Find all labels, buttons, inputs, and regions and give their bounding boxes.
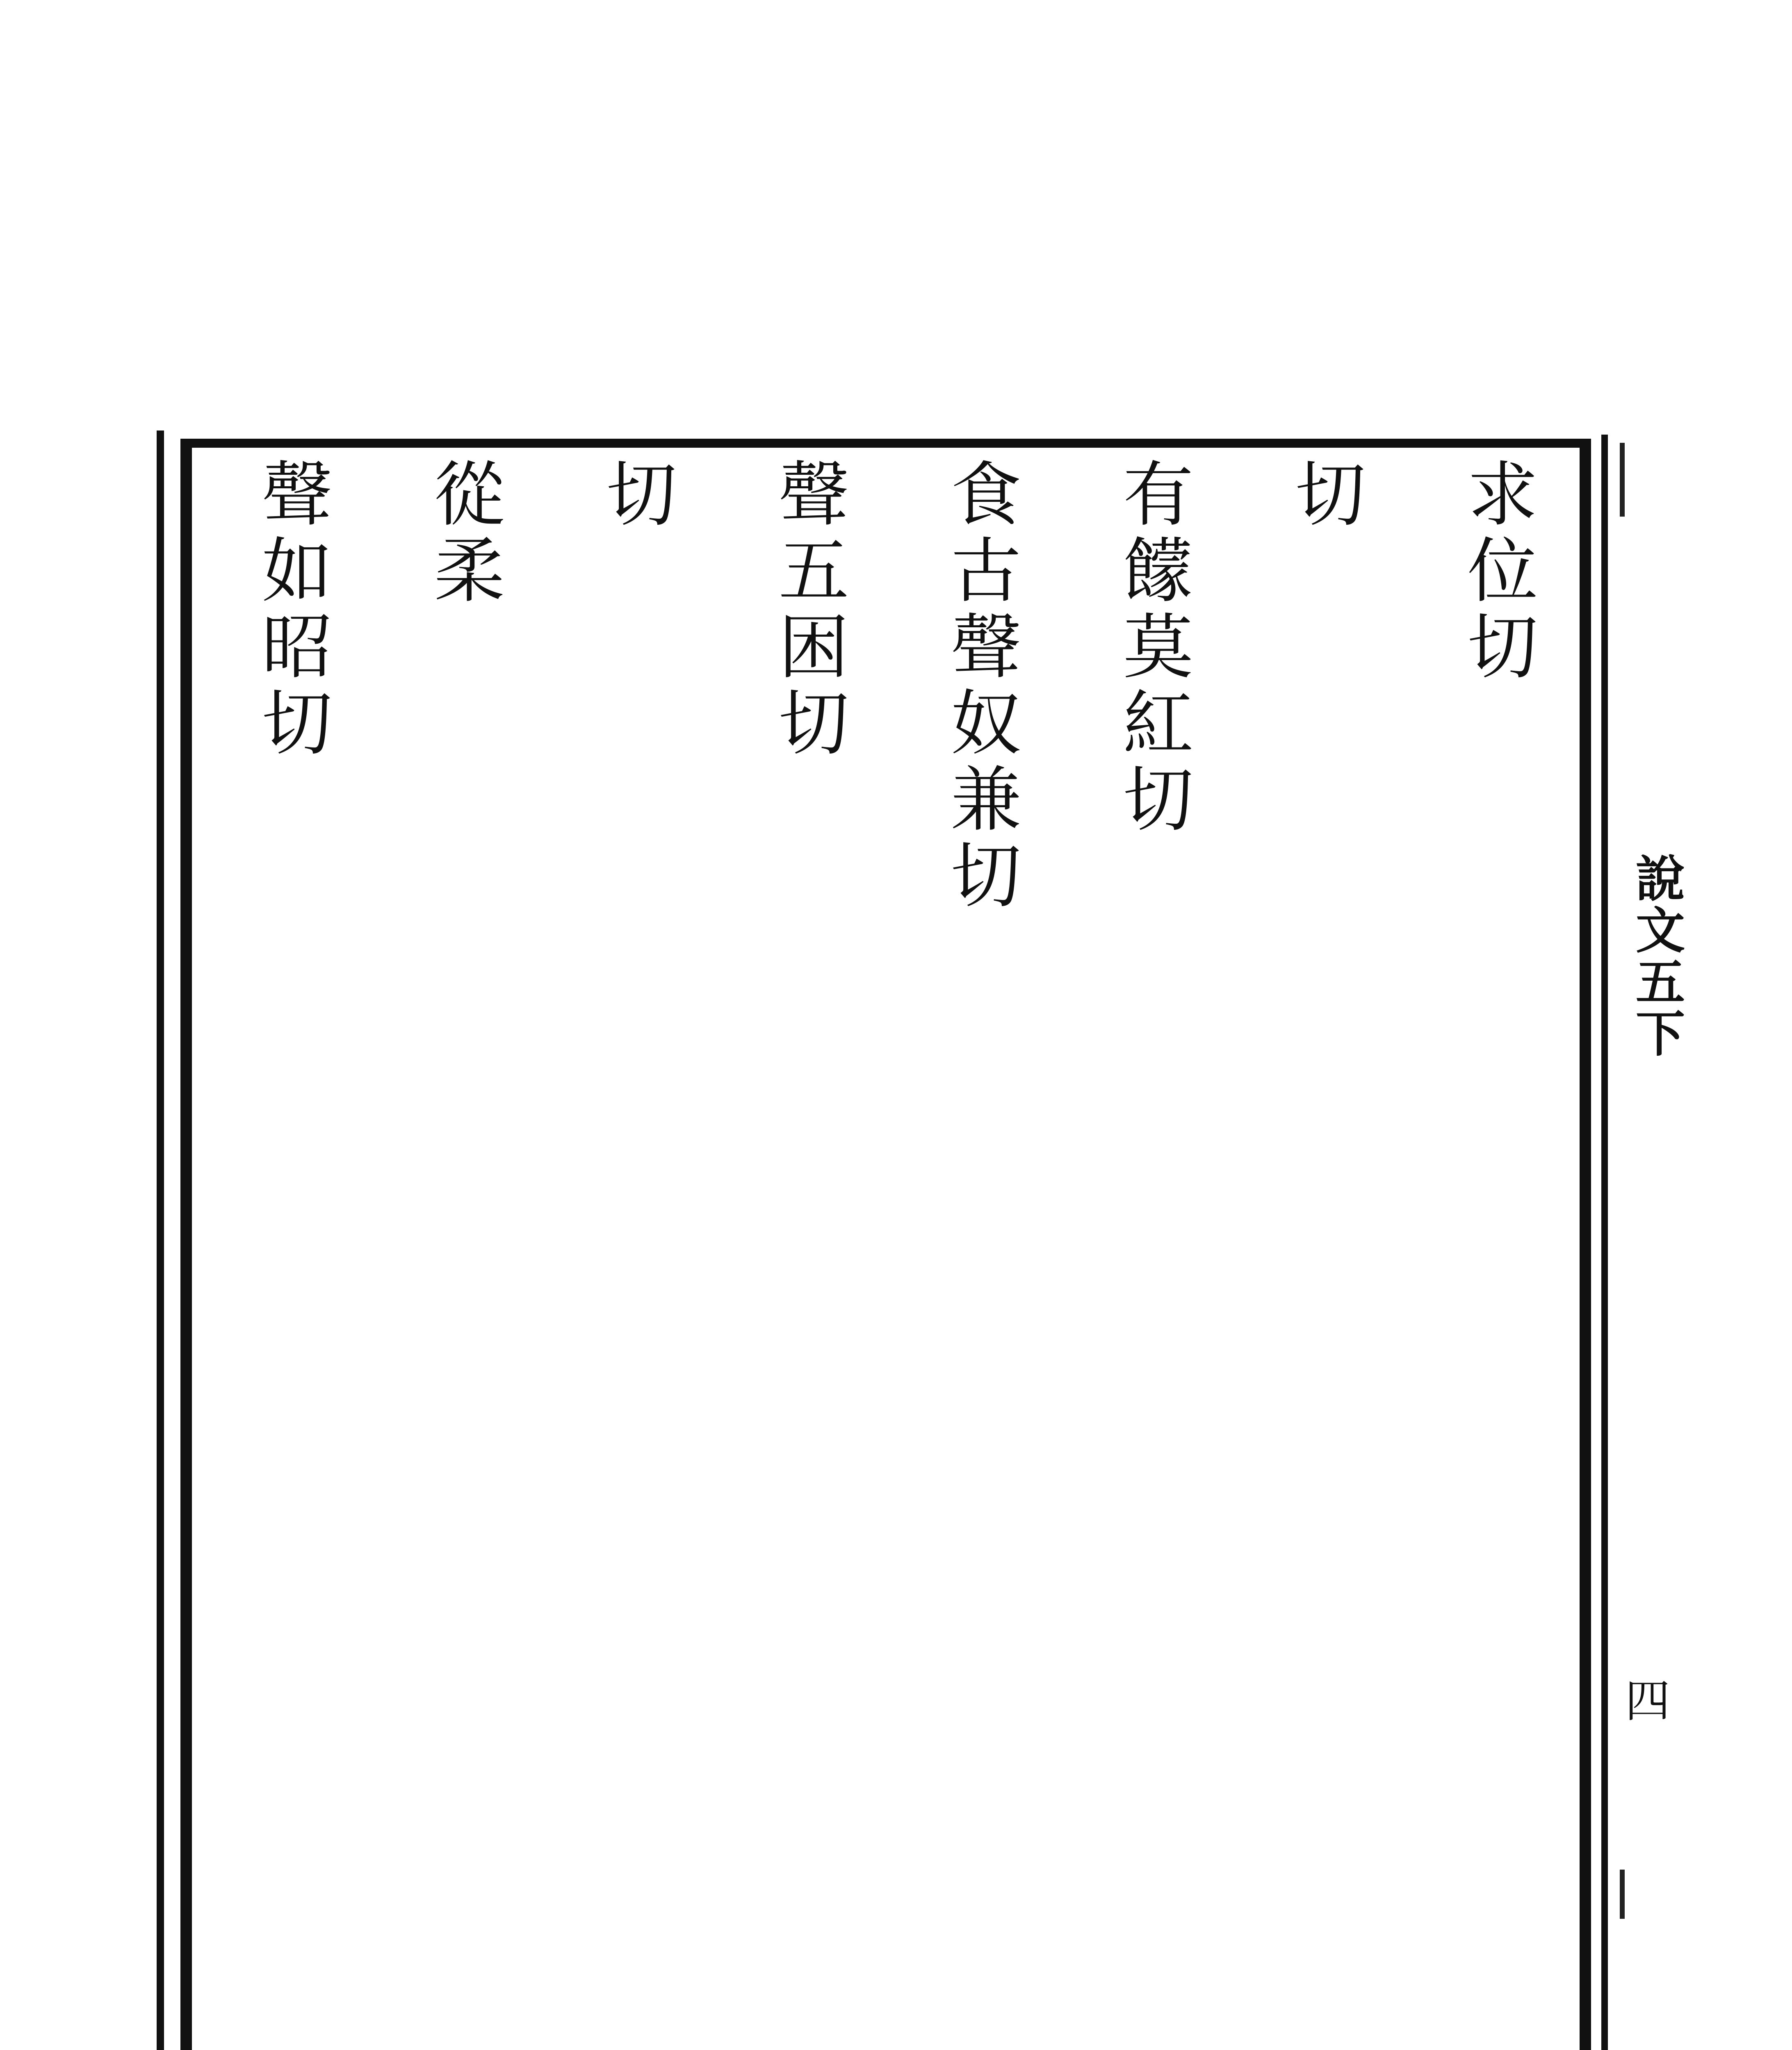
margin-tick bbox=[1620, 443, 1625, 517]
column-text: 切 bbox=[595, 457, 677, 533]
column-text: 聲五困切 bbox=[767, 457, 849, 762]
column-3 bbox=[1091, 457, 1214, 2050]
margin-title: 說文五下 bbox=[1628, 853, 1685, 1059]
column-5 bbox=[746, 457, 869, 2050]
outer-rule-left bbox=[157, 430, 164, 2050]
column-text: 聲如昭切 bbox=[250, 457, 333, 762]
column-text: 食古聲奴兼切 bbox=[939, 457, 1021, 915]
column-2 bbox=[1263, 457, 1386, 2050]
column-4 bbox=[919, 457, 1042, 2050]
column-text: 有饛莫紅切 bbox=[1111, 457, 1194, 838]
column-1 bbox=[1435, 457, 1558, 2050]
column-7 bbox=[402, 457, 525, 2050]
column-text: 從柔 bbox=[422, 457, 505, 610]
column-8 bbox=[230, 457, 353, 2050]
page-number: 四 bbox=[1618, 1677, 1670, 1722]
column-text: 求位切 bbox=[1456, 457, 1538, 686]
column-text: 切 bbox=[1284, 457, 1366, 533]
outer-rule-right bbox=[1601, 435, 1608, 2050]
column-6 bbox=[574, 457, 697, 2050]
margin-tick bbox=[1620, 1870, 1625, 1919]
text-columns bbox=[197, 457, 1575, 2050]
